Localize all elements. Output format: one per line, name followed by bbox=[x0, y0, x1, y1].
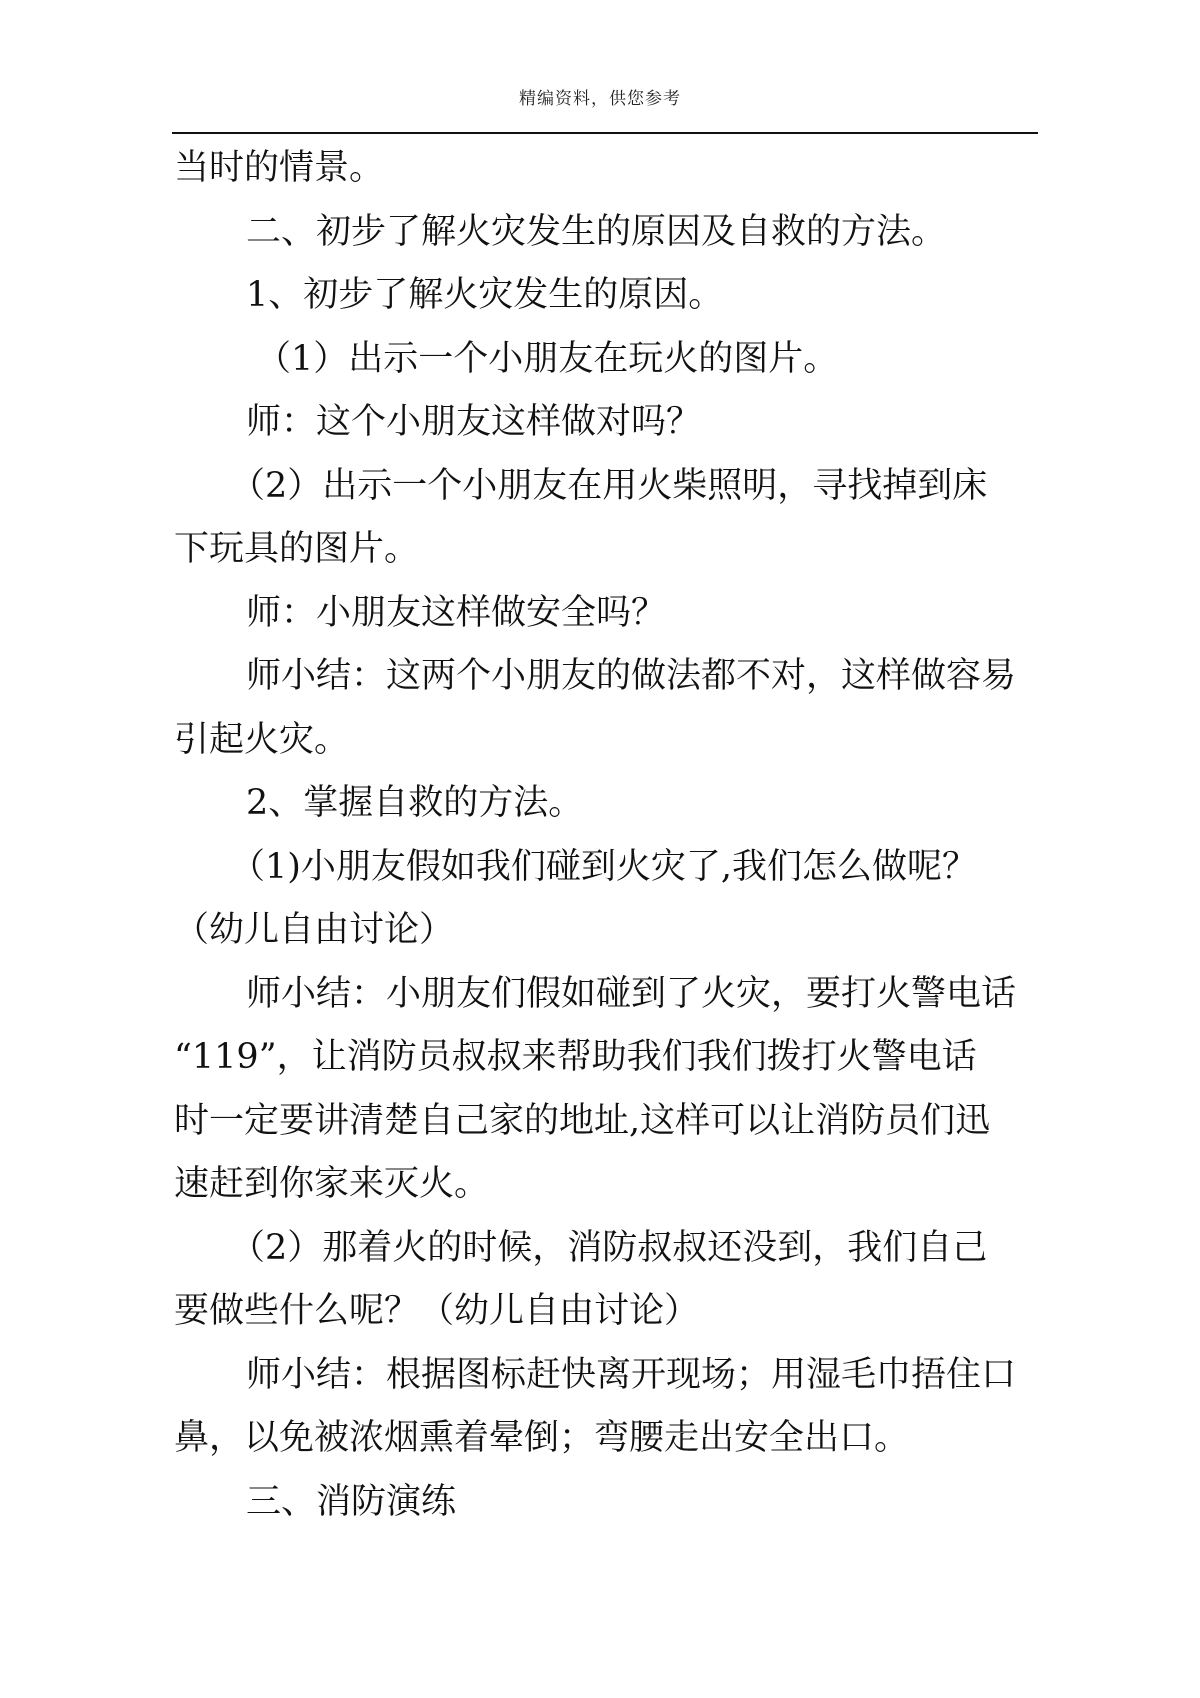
paragraph-line: 引起火灾。 bbox=[174, 719, 350, 760]
document-body bbox=[174, 137, 1034, 1534]
paragraph-line: （2）那着火的时候，消防叔叔还没到，我们自己 bbox=[230, 1227, 988, 1268]
paragraph-line: （1）出示一个小朋友在玩火的图片。 bbox=[256, 338, 839, 379]
subsection-heading: 1、初步了解火灾发生的原因。 bbox=[246, 275, 724, 315]
paragraph-line: “119”，让消防员叔叔来帮助我们我们拨打火警电话 bbox=[174, 1037, 977, 1077]
paragraph-line: （2）出示一个小朋友在用火柴照明，寻找掉到床 bbox=[230, 465, 988, 506]
paragraph-line: （幼儿自由讨论） bbox=[174, 910, 455, 950]
paragraph-line: 师小结：根据图标赶快离开现场；用湿毛巾捂住口 bbox=[246, 1354, 1017, 1395]
paragraph-line: 下玩具的图片。 bbox=[174, 529, 420, 569]
subsection-heading: 2、掌握自救的方法。 bbox=[246, 783, 584, 823]
header-divider bbox=[172, 132, 1038, 134]
paragraph-line: 时一定要讲清楚自己家的地址,这样可以让消防员们迅 bbox=[174, 1100, 991, 1141]
paragraph-line: 师：这个小朋友这样做对吗？ bbox=[246, 402, 702, 442]
paragraph-line: 要做些什么呢？（幼儿自由讨论） bbox=[174, 1291, 700, 1331]
paragraph-line: 师小结：这两个小朋友的做法都不对，这样做容易 bbox=[246, 656, 1017, 696]
paragraph-line: 当时的情景。 bbox=[174, 148, 385, 188]
paragraph-line: 师小结：小朋友们假如碰到了火灾，要打火警电话 bbox=[246, 973, 1017, 1014]
section-heading: 三、消防演练 bbox=[246, 1481, 457, 1522]
paragraph-line: 师：小朋友这样做安全吗？ bbox=[246, 592, 667, 633]
paragraph-line: 鼻，以免被浓烟熏着晕倒；弯腰走出安全出口。 bbox=[174, 1418, 910, 1458]
page-header: 精编资料，供您参考 bbox=[519, 89, 681, 109]
paragraph-line: 速赶到你家来灭火。 bbox=[174, 1164, 490, 1204]
section-heading: 二、初步了解火灾发生的原因及自救的方法。 bbox=[246, 211, 947, 252]
paragraph-line: （1)小朋友假如我们碰到火灾了,我们怎么做呢？ bbox=[230, 846, 978, 887]
